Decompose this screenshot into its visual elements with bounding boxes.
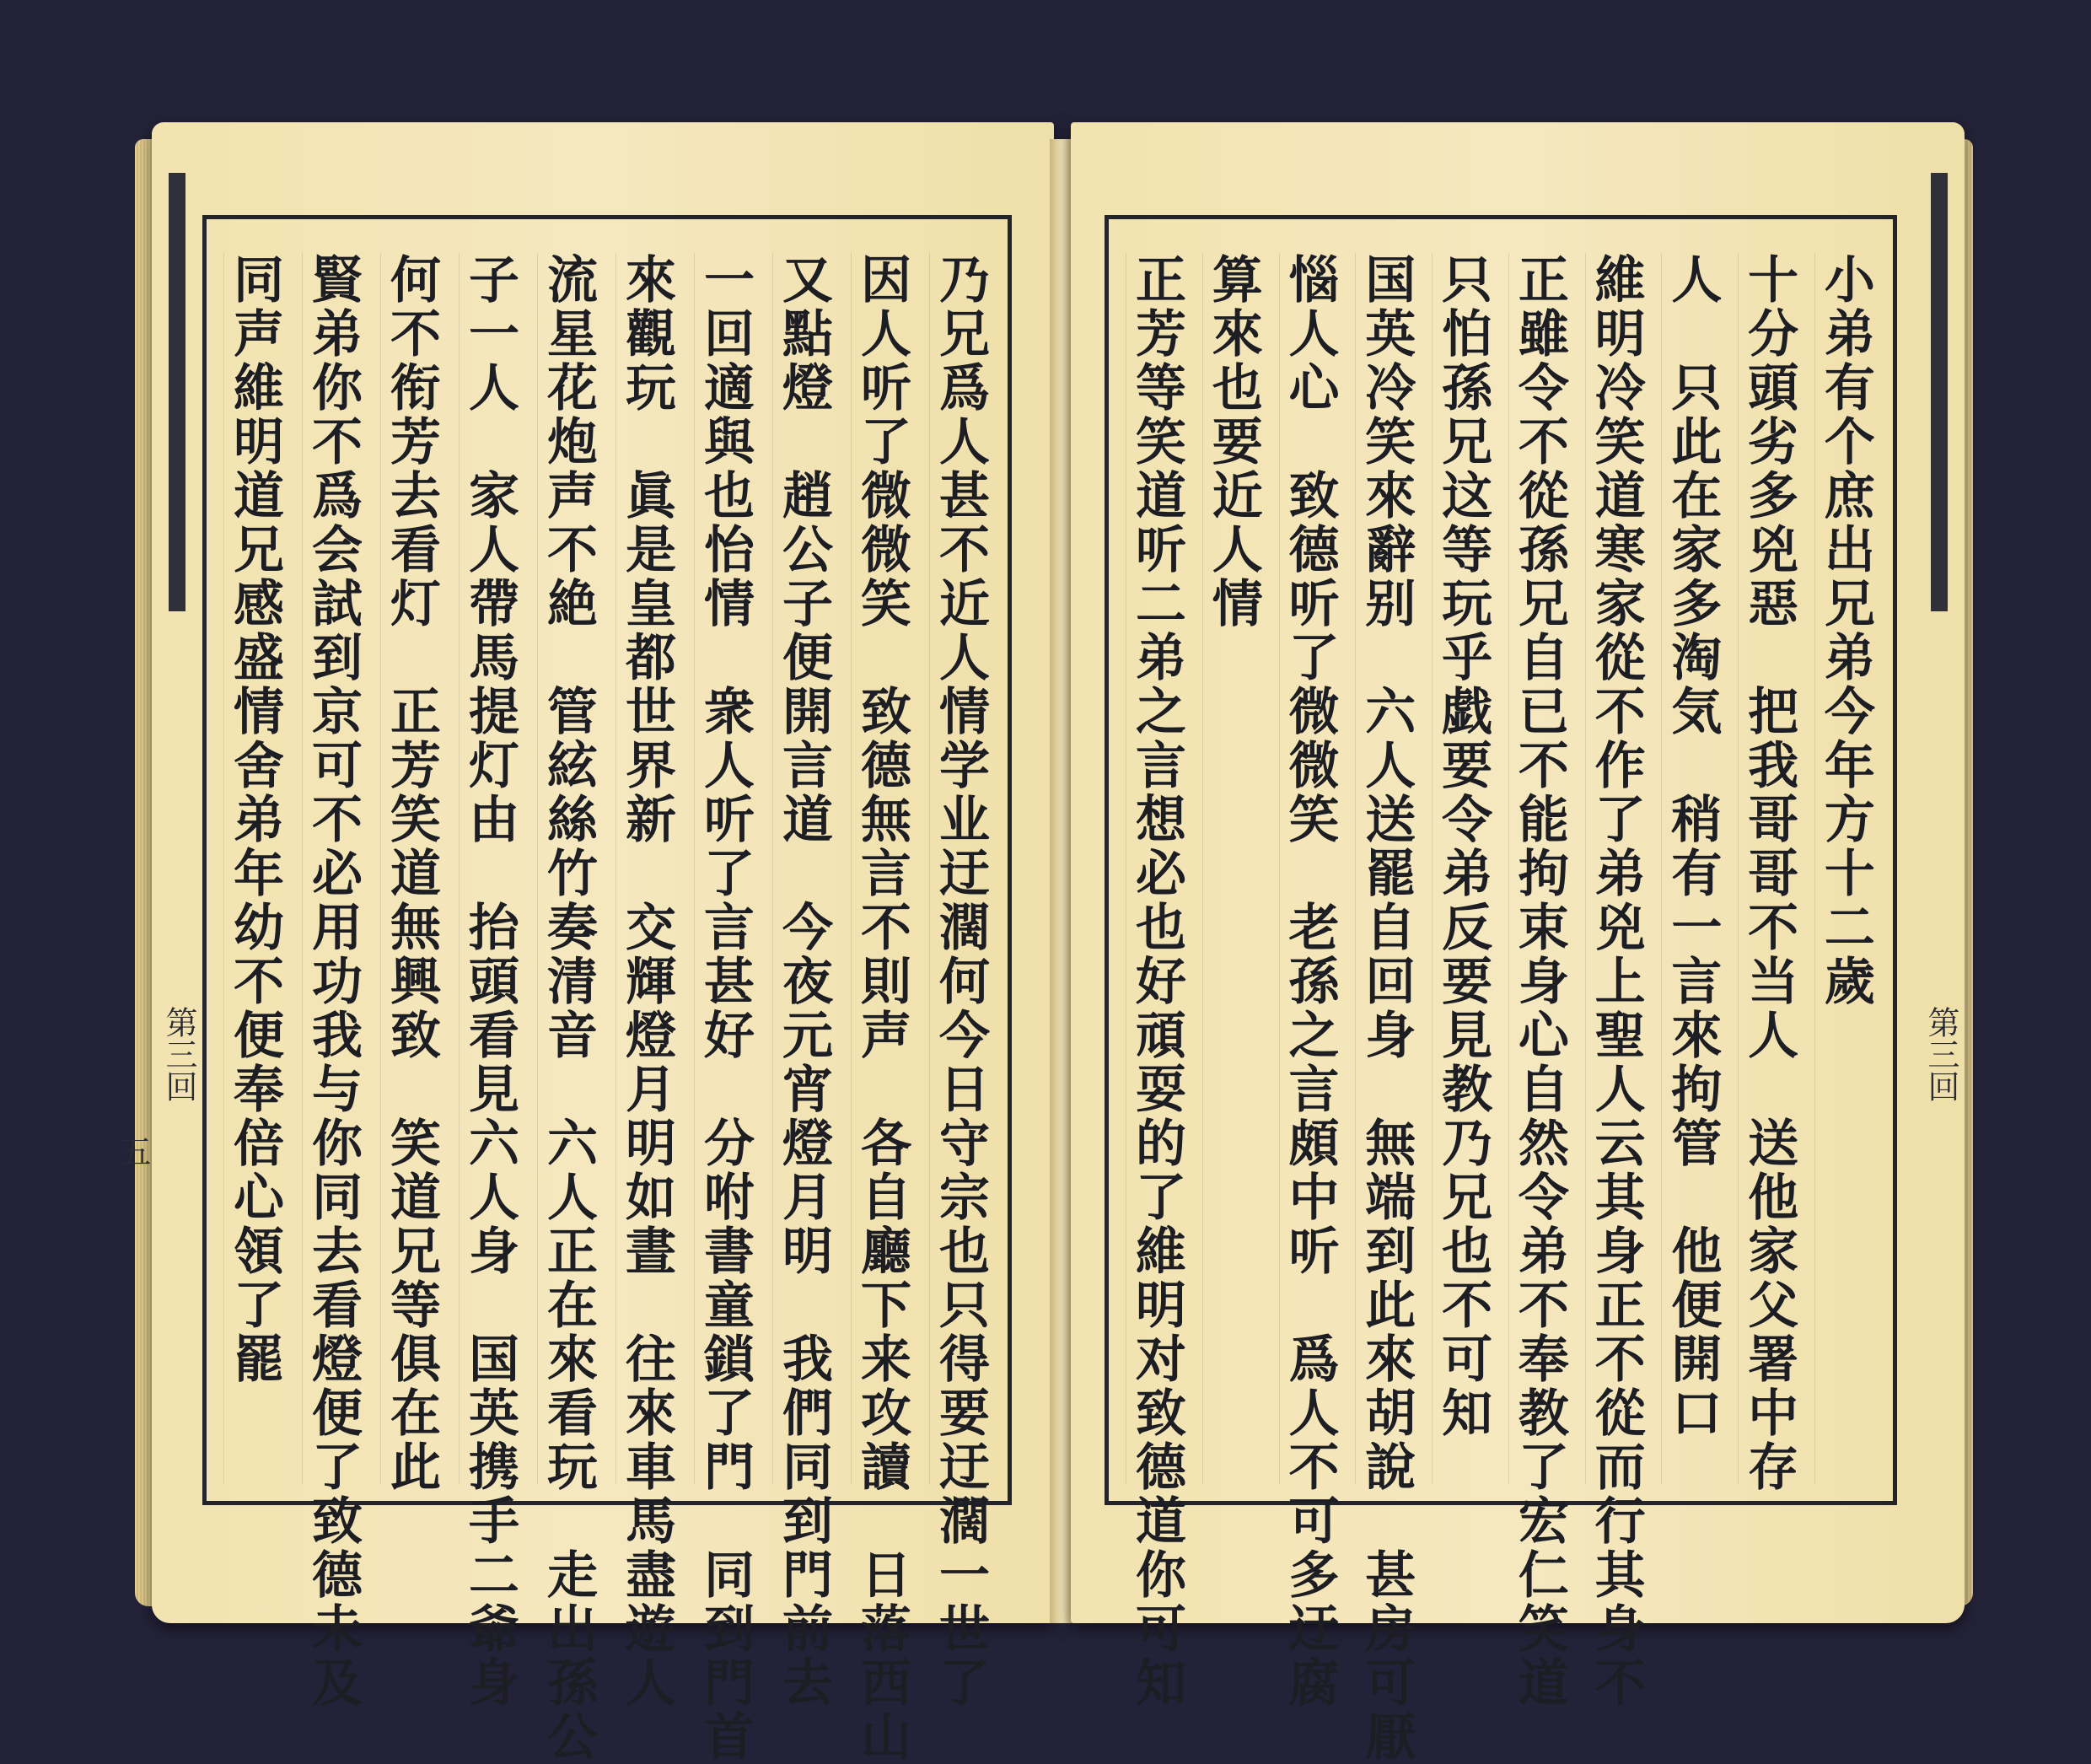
open-book: [114, 114, 1973, 1764]
text-column: 來觀玩 眞是皇都世界新 交輝燈月明如晝 往來車馬盡遊人: [617, 253, 676, 1710]
text-column: 正雖令不從孫兄自已不能拘束身心自然令弟不奉教了宏仁笑道: [1509, 253, 1569, 1710]
text-column: 流星花炮声不絶 管絃絲竹奏清音 六人正在來看玩 走出孫公: [539, 253, 598, 1764]
text-column: 小弟有个庶出兄弟今年方十二歲: [1814, 253, 1876, 1484]
text-column: 正芳等笑道听二弟之言想必也好頑耍的了維明对致德道你可知: [1127, 253, 1186, 1710]
left-text-frame: [202, 215, 1012, 1764]
right-margin-title: 第三回: [1922, 1006, 1959, 1102]
right-page: [1071, 122, 1965, 1764]
right-text-frame: [1105, 215, 1897, 1764]
text-column: 算來也要近人情: [1202, 253, 1264, 1484]
left-margin-title: 第三回: [160, 1006, 197, 1102]
text-column: 子一人 家人帶馬提灯由 抬頭看見六人身 国英携手二爺身: [460, 253, 519, 1710]
left-page-margin: [114, 173, 202, 1589]
text-column: 乃兄爲人甚不近人情学业迂濶何今日守宗也只得要迂濶一世了: [931, 253, 990, 1710]
left-text-columns: [223, 253, 991, 1764]
text-column: 同声維明道兄感盛情舍弟年幼不便奉倍心領了罷: [223, 253, 285, 1484]
text-column: 又點燈 趙公子便開言道 今夜元宵燈月明 我們同到門前去: [774, 253, 833, 1710]
right-page-margin: [1914, 173, 1965, 1589]
text-column: 人 只此在家多淘気 稍有一言來拘管 他便開口: [1661, 253, 1723, 1484]
right-text-columns: [1126, 253, 1876, 1764]
text-column: 只怕孫兄这等玩乎戯要令弟反要見教乃兄也不可知: [1432, 253, 1493, 1484]
text-column: 国英冷笑來辭别 六人送罷自回身 無端到此來胡說 甚房可厭: [1357, 253, 1416, 1764]
text-column: 因人听了微微笑 致德無言不則声 各自廳下来攻讀 日落西山: [852, 253, 911, 1764]
text-column: 維明冷笑道寒家從不作了弟兇上聖人云其身正不從而行其身不: [1586, 253, 1646, 1710]
text-column: 賢弟你不爲会試到京可不必用功我与你同去看燈便了致德未及: [304, 253, 363, 1710]
text-column: 一回適與也怡情 衆人听了言甚好 分咐書童鎖了門 同到門首: [696, 253, 755, 1764]
text-column: 十分頭劣多兇惡 把我哥哥不当人 送他家父署中存: [1739, 253, 1799, 1494]
left-page: [114, 122, 1054, 1764]
text-column: 惱人心 致德听了微微笑 老孫之言頗中听 爲人不可多迂腐: [1280, 253, 1340, 1710]
left-folio-number: 五: [114, 1135, 151, 1167]
text-column: 何不衔芳去看灯 正芳笑道無興致 笑道兄等俱在此: [382, 253, 441, 1494]
